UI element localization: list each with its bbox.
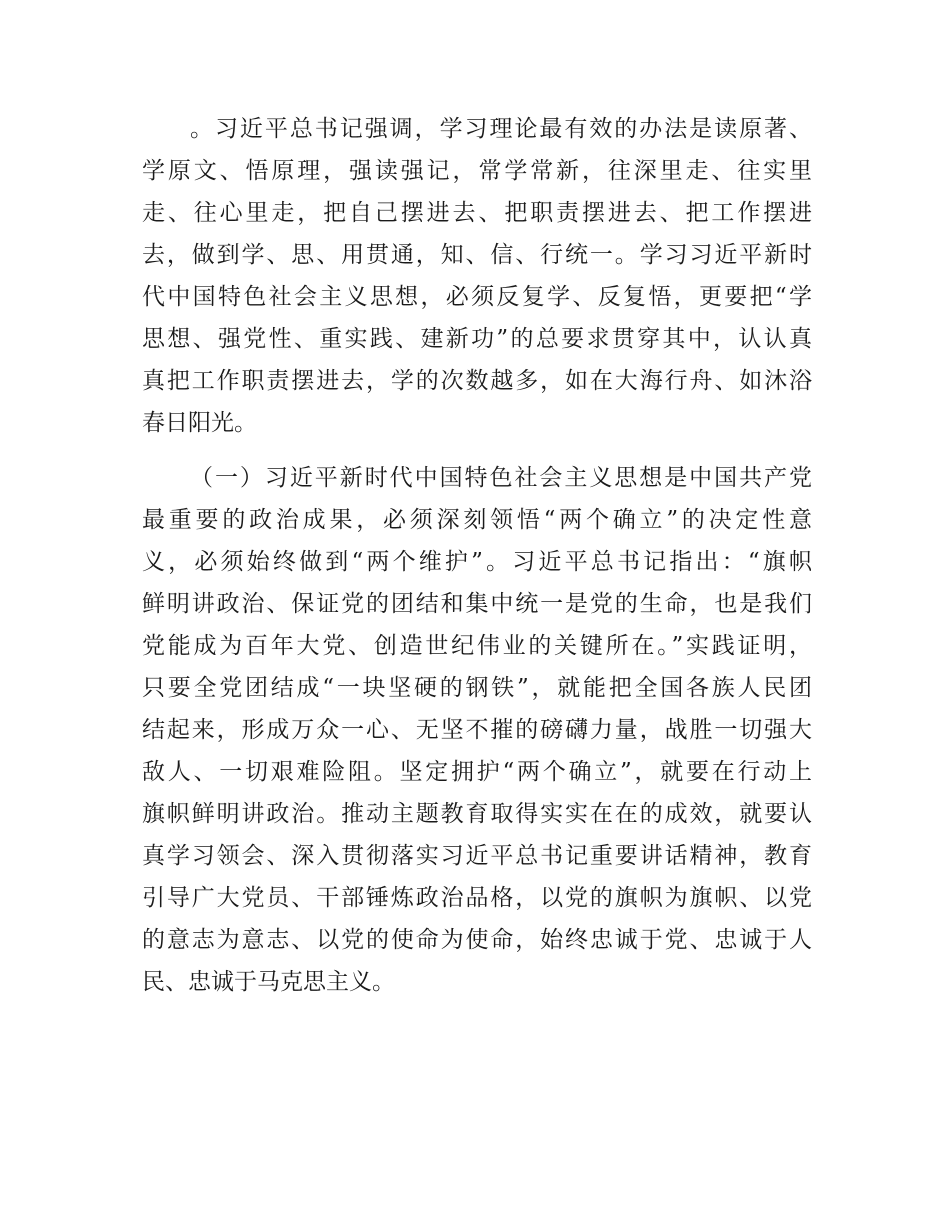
paragraph-1-line-3: 走、往心里走，把自己摆进去、把职责摆进去、把工作摆进 xyxy=(142,200,812,226)
paragraph-2-line-7: 结起来，形成万众一心、无坚不摧的磅礴力量，战胜一切强大 xyxy=(142,717,812,743)
paragraph-2-line-3: 义，必须始终做到“两个维护”。习近平总书记指出：“旗帜 xyxy=(142,549,812,575)
paragraph-2-line-1: （一）习近平新时代中国特色社会主义思想是中国共产党 xyxy=(190,465,812,491)
paragraph-1-line-5: 代中国特色社会主义思想，必须反复学、反复悟，更要把“学 xyxy=(142,284,812,310)
paragraph-1-line-2: 学原文、悟原理，强读强记，常学常新，往深里走、往实里 xyxy=(142,158,812,184)
paragraph-2-line-12: 的意志为意志、以党的使命为使命，始终忠诚于党、忠诚于人 xyxy=(142,927,812,953)
paragraph-1-line-6: 思想、强党性、重实践、建新功”的总要求贯穿其中，认认真 xyxy=(142,326,812,352)
paragraph-2-line-2: 最重要的政治成果，必须深刻领悟“两个确立”的决定性意 xyxy=(142,507,812,533)
paragraph-1-line-1: 。习近平总书记强调，学习理论最有效的办法是读原著、 xyxy=(190,116,812,142)
paragraph-2-line-9: 旗帜鲜明讲政治。推动主题教育取得实实在在的成效，就要认 xyxy=(142,801,812,827)
paragraph-2-line-5: 党能成为百年大党、创造世纪伟业的关键所在。”实践证明， xyxy=(142,633,812,659)
paragraph-2-line-6: 只要全党团结成“一块坚硬的钢铁”，就能把全国各族人民团 xyxy=(142,675,812,701)
paragraph-2-line-11: 引导广大党员、干部锤炼政治品格，以党的旗帜为旗帜、以党 xyxy=(142,885,812,911)
paragraph-1-line-4: 去，做到学、思、用贯通，知、信、行统一。学习习近平新时 xyxy=(142,242,812,268)
paragraph-1-line-7: 真把工作职责摆进去，学的次数越多，如在大海行舟、如沐浴 xyxy=(142,368,812,394)
paragraph-2-line-13: 民、忠诚于马克思主义。 xyxy=(142,969,395,995)
paragraph-2-line-4: 鲜明讲政治、保证党的团结和集中统一是党的生命，也是我们 xyxy=(142,591,812,617)
paragraph-2-line-8: 敌人、一切艰难险阻。坚定拥护“两个确立”，就要在行动上 xyxy=(142,759,812,785)
paragraph-1-line-8: 春日阳光。 xyxy=(142,410,257,436)
paragraph-2-line-10: 真学习领会、深入贯彻落实习近平总书记重要讲话精神，教育 xyxy=(142,843,812,869)
